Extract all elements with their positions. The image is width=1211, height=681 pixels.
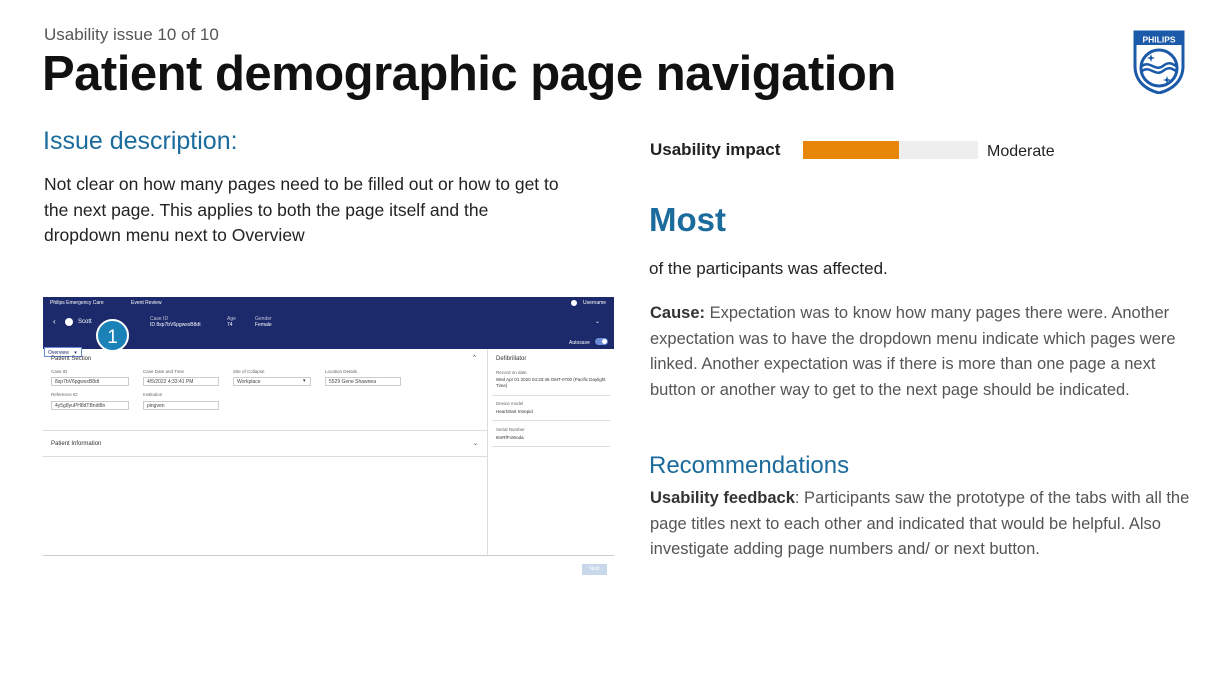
autosave-toggle[interactable] xyxy=(595,338,608,345)
app-top-bar xyxy=(43,297,614,309)
back-chevron-icon[interactable]: ‹ xyxy=(53,317,56,326)
impact-level: Moderate xyxy=(987,143,1055,160)
datetime-field-label: Case Date and Time xyxy=(143,369,185,374)
record-label: Record on date xyxy=(496,370,527,375)
expand-chevron-icon[interactable]: ⌄ xyxy=(595,319,601,325)
app-brand: Philips Emergency Care xyxy=(50,300,104,306)
footer-divider xyxy=(43,555,614,556)
age-label: Age xyxy=(227,316,236,322)
app-screenshot xyxy=(43,297,614,580)
defib-divider xyxy=(492,395,610,396)
impact-meter xyxy=(803,141,978,159)
collapse-chevron-icon[interactable]: ^ xyxy=(473,355,476,361)
slide-eyebrow: Usability issue 10 of 10 xyxy=(44,25,219,44)
cause-text: Expectation was to know how many pages there were. Another expectation was to have the dropdown menu indicate which pages were linked. Another expectation was if there is more than one page a next button or another way to get to the next page should be indicated. xyxy=(650,304,1176,399)
location-field-label: Location Details xyxy=(325,369,358,374)
patient-name: Scott xyxy=(78,319,92,325)
gender-label: Gender xyxy=(255,316,272,322)
participants-text: of the participants was affected. xyxy=(649,259,888,278)
defibrillator-panel xyxy=(488,349,614,555)
site-select[interactable] xyxy=(233,377,311,386)
philips-shield-logo xyxy=(1133,30,1185,94)
defib-heading: Defibrillator xyxy=(496,356,527,362)
app-username[interactable]: Username xyxy=(583,300,607,306)
recommendations-label: Usability feedback xyxy=(650,489,795,507)
gender-value: Female xyxy=(255,322,272,328)
patient-information-title[interactable]: Patient Information xyxy=(51,441,102,447)
slide-title: Patient demographic page navigation xyxy=(42,47,896,101)
callout-badge: 1 xyxy=(96,319,129,352)
cause-label: Cause: xyxy=(650,304,706,322)
institution-field-label: Institution xyxy=(143,392,163,397)
patient-section-title: Patient Section xyxy=(51,356,92,362)
participants-headline: Most xyxy=(649,201,726,238)
section-divider xyxy=(43,430,487,431)
reference-field-label: Reference ID xyxy=(51,392,78,397)
patient-section-panel xyxy=(43,349,488,555)
device-label: Device model xyxy=(496,401,524,406)
app-patient-header xyxy=(43,309,614,356)
case-id-field-label: Case ID xyxy=(51,369,68,374)
issue-heading: Issue description: xyxy=(43,127,238,155)
dropdown-caret-icon: ▾ xyxy=(74,350,77,356)
serial-label: Serial Number xyxy=(496,427,525,432)
location-field[interactable]: 5529 Gene Shawnea xyxy=(325,377,401,386)
section-divider xyxy=(43,456,487,457)
overview-label: Overview xyxy=(48,350,69,356)
autosave-label: Autosave xyxy=(569,340,590,346)
app-nav-event-review[interactable]: Event Review xyxy=(131,300,162,306)
case-id-value: ID 8sp7bV6pgwsxB8dt xyxy=(150,322,201,328)
next-button[interactable]: Next xyxy=(582,564,607,575)
svg-text:PHILIPS: PHILIPS xyxy=(1142,34,1176,45)
site-caret-icon: ▾ xyxy=(303,378,306,384)
site-select-value: Workplace xyxy=(237,379,261,385)
record-value: Wed Apr 01 2020 04:33:46 GMT-0700 (Pacific Daylight Time) xyxy=(496,377,606,388)
impact-meter-fill xyxy=(803,141,899,159)
device-value: HeartStart Intrepid xyxy=(496,409,533,414)
age-value: 74 xyxy=(227,322,233,328)
recommendations-text: : Participants saw the prototype of the tabs with all the page titles next to each other and indicated that would be helpful. Also investigate adding page numbers and/ or next button. xyxy=(650,489,1190,558)
reference-field[interactable]: 4y5g8yuPH8dTBndt8n xyxy=(51,401,129,410)
datetime-field[interactable]: 4/5/2022 4:33:41 PM xyxy=(143,377,219,386)
defib-divider xyxy=(492,420,610,421)
serial-value: 8mRfFoWoda xyxy=(496,435,524,440)
impact-label: Usability impact xyxy=(650,140,781,159)
site-field-label: Site of Collapse xyxy=(233,369,265,374)
recommendations-paragraph xyxy=(650,486,1190,563)
patient-avatar-icon xyxy=(65,318,73,326)
cause-paragraph xyxy=(650,301,1190,403)
defib-divider xyxy=(492,446,610,447)
expand-info-chevron-icon[interactable]: ⌄ xyxy=(473,441,479,447)
case-id-field[interactable]: 8sp7bV6pgwsxB8dt xyxy=(51,377,129,386)
case-id-label: Case ID xyxy=(150,316,169,322)
institution-field[interactable]: pingven xyxy=(143,401,219,410)
recommendations-heading: Recommendations xyxy=(649,452,850,479)
user-icon[interactable] xyxy=(571,300,577,306)
issue-description: Not clear on how many pages need to be filled out or how to get to the next page. This applies to both the page itself and the dropdown menu next to Overview xyxy=(44,174,559,245)
toggle-knob xyxy=(602,339,607,344)
